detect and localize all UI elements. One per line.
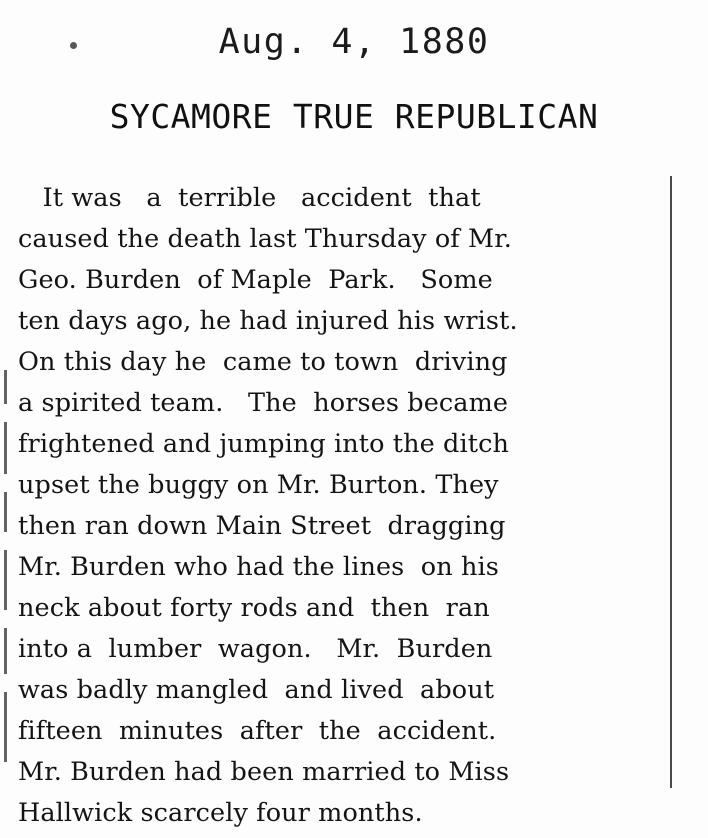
article-line: neck about forty rods and then ran: [18, 593, 490, 623]
article-line: Mr. Burden had been married to Miss: [18, 757, 510, 787]
clipping-edge-left: [4, 370, 7, 790]
article-line: ten days ago, he had injured his wrist.: [18, 306, 518, 336]
article-line: into a lumber wagon. Mr. Burden: [18, 634, 493, 664]
date-line: Aug. 4, 1880: [218, 22, 490, 62]
article-line: upset the buggy on Mr. Burton. They: [18, 470, 499, 500]
edge-mark: [4, 692, 7, 762]
article-line: fifteen minutes after the accident.: [18, 716, 497, 746]
article-line: Geo. Burden of Maple Park. Some: [18, 265, 493, 295]
article-line: was badly mangled and lived about: [18, 675, 495, 705]
edge-mark: [4, 370, 7, 404]
article-line: Mr. Burden who had the lines on his: [18, 552, 499, 582]
column-rule-right: [670, 176, 672, 788]
article-line: a spirited team. The horses became: [18, 388, 509, 418]
article-line: then ran down Main Street dragging: [18, 511, 506, 541]
edge-mark: [4, 422, 7, 474]
edge-mark: [4, 550, 7, 610]
article-line: On this day he came to town driving: [18, 347, 508, 377]
article-line: It was a terrible accident that: [18, 183, 481, 213]
article-line: frightened and jumping into the ditch: [18, 429, 509, 459]
article-body: [18, 178, 678, 834]
edge-mark: [4, 492, 7, 532]
newspaper-masthead: SYCAMORE TRUE REPUBLICAN: [109, 97, 599, 136]
article-line: Hallwick scarcely four months.: [18, 798, 423, 828]
article-line: caused the death last Thursday of Mr.: [18, 224, 512, 254]
edge-mark: [4, 628, 7, 674]
